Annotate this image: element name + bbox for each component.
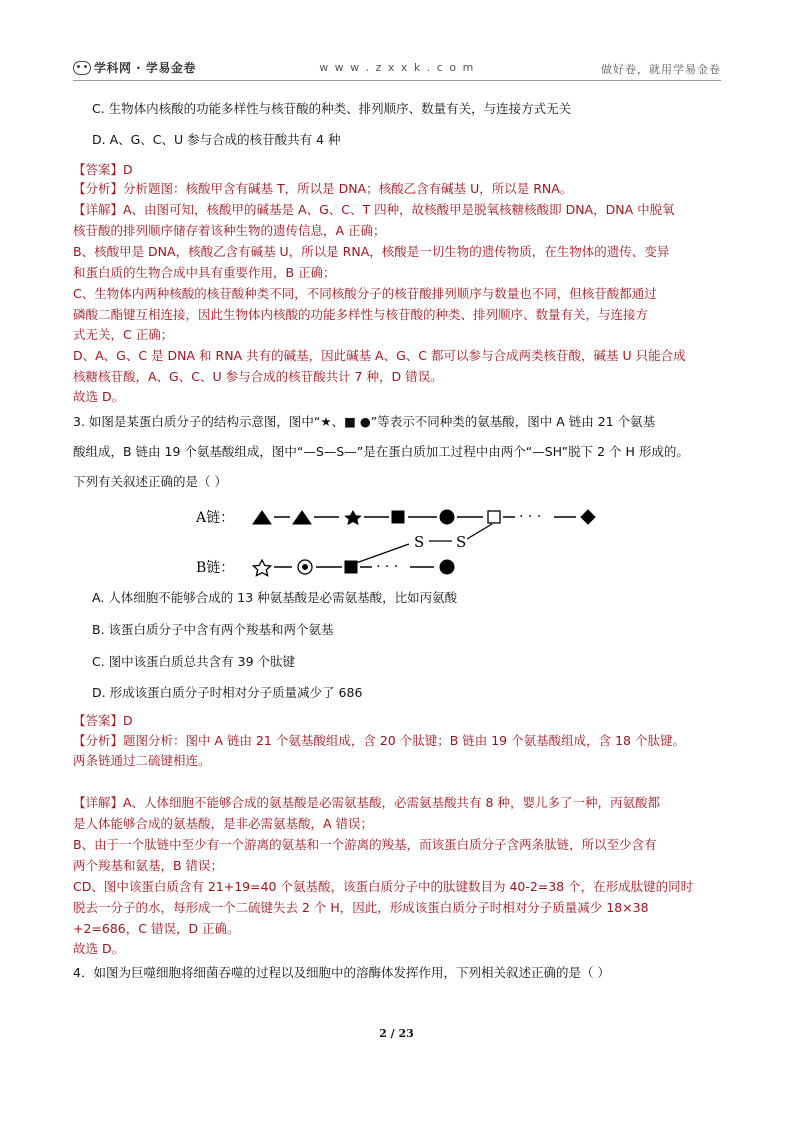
q3-detail-line: CD、图中该蛋白质含有 21+19=40 个氨基酸，该蛋白质分子中的肽键数目为 40-2=38 个，在形成肽键的同时 <box>73 879 694 894</box>
q2-detail-line: 和蛋白质的生物合成中具有重要作用，B 正确； <box>73 265 336 280</box>
ellipsis: · · · <box>376 559 399 575</box>
q2-detail-line: 磷酸二酯键互相连接，因此生物体内核酸的功能多样性与核苷酸的种类、排列顺序、数量有关，与连接方 <box>73 307 649 322</box>
square-residue-icon <box>392 511 404 523</box>
chain-b <box>253 559 454 576</box>
q2-answer: 【答案】D <box>73 162 133 177</box>
bridge-line <box>467 524 492 539</box>
disulfide-bond <box>356 524 492 563</box>
q3-detail-line: 【详解】A、人体细胞不能够合成的氨基酸是必需氨基酸，必需氨基酸共有 8 种，婴儿多了一种，丙氨酸都 <box>73 795 660 810</box>
q2-option-c: C. 生物体内核酸的功能多样性与核苷酸的种类、排列顺序、数量有关，与连接方式无关 <box>92 101 572 116</box>
q3-analysis-line: 两条链通过二硫键相连。 <box>73 753 211 768</box>
square-residue-icon <box>345 561 357 573</box>
open-square-residue-icon <box>488 511 500 523</box>
triangle-residue-icon <box>253 511 271 524</box>
q3-detail-line: 是人体能够合成的氨基酸，是非必需氨基酸，A 错误； <box>73 816 374 831</box>
q4-stem: 4．如图为巨噬细胞将细菌吞噬的过程以及细胞中的溶酶体发挥作用，下列相关叙述正确的是（ ） <box>73 965 610 980</box>
q2-detail-line: B、核酸甲是 DNA，核酸乙含有碱基 U，所以是 RNA，核酸是一切生物的遗传物质，在生物体的遗传、变异 <box>73 244 670 259</box>
ring-center <box>303 565 308 570</box>
q2-detail-line: 式无关，C 正确； <box>73 327 174 342</box>
circle-residue-icon <box>440 560 454 574</box>
q2-detail-line: 核糖核苷酸，A、G、C、U 参与合成的核苷酸共计 7 种，D 错误。 <box>73 369 443 384</box>
q3-detail-line: 脱去一分子的水，每形成一个二硫键失去 2 个 H，因此，形成该蛋白质分子时相对分子质量减少 18×38 <box>73 900 649 915</box>
q3-option-d: D. 形成该蛋白质分子时相对分子质量减少了 686 <box>92 685 363 700</box>
q2-detail-line: 【详解】A、由图可知，核酸甲的碱基是 A、G、C、T 四种，故核酸甲是脱氧核糖核酸即 DNA，DNA 中脱氧 <box>73 202 675 217</box>
q3-option-a: A. 人体细胞不能够合成的 13 种氨基酸是必需氨基酸，比如丙氨酸 <box>92 590 458 605</box>
diamond-residue-icon <box>581 510 595 524</box>
q3-detail-line: 故选 D。 <box>73 941 125 956</box>
chain-a-label: A链： <box>196 510 235 526</box>
logo-text: 学科网 · 学易金卷 <box>94 61 196 75</box>
circle-residue-icon <box>440 510 454 524</box>
q3-stem-line: 酸组成，B 链由 19 个氨基酸组成，图中“—S—S—”是在蛋白质加工过程中由两个“—SH”脱下 2 个 H 形成的。 <box>73 444 689 459</box>
q2-detail-line: 核苷酸的排列顺序储存着该种生物的遗传信息，A 正确； <box>73 223 386 238</box>
q3-stem-line: 3. 如图是某蛋白质分子的结构示意图，图中“★、■ ●”等表示不同种类的氨基酸，图中 A 链由 21 个氨基 <box>73 414 656 429</box>
protein-diagram-svg <box>196 503 606 583</box>
q3-option-b: B. 该蛋白质分子中含有两个羧基和两个氨基 <box>92 622 334 637</box>
q3-answer: 【答案】D <box>73 713 133 728</box>
open-star-residue-icon <box>253 560 270 576</box>
chain-b-label: B链： <box>196 560 235 576</box>
q3-option-c: C. 图中该蛋白质总共含有 39 个肽键 <box>92 654 296 669</box>
site-url: w w w . z x x k . c o m <box>319 61 475 74</box>
header-slogan: 做好卷，就用学易金卷 <box>601 63 721 76</box>
header-divider <box>73 80 721 81</box>
chain-a <box>253 509 595 525</box>
sulfur-label: S <box>456 533 467 551</box>
q2-option-d: D. A、G、C、U 参与合成的核苷酸共有 4 种 <box>92 132 341 147</box>
triangle-residue-icon <box>293 511 311 524</box>
q3-detail-line: +2=686，C 错误，D 正确。 <box>73 921 240 936</box>
ellipsis: · · · <box>519 509 542 525</box>
q2-detail-line: 故选 D。 <box>73 389 125 404</box>
q2-detail-line: C、生物体内两种核酸的核苷酸种类不同，不同核酸分子的核苷酸排列顺序与数量也不同，但核苷酸都通过 <box>73 286 657 301</box>
sulfur-label: S <box>414 533 425 551</box>
page-number: 2 / 23 <box>379 1027 414 1040</box>
protein-structure-diagram <box>196 503 606 583</box>
q3-detail-line: B、由于一个肽链中至少有一个游离的氨基和一个游离的羧基，而该蛋白质分子含两条肽链，所以至少含有 <box>73 837 657 852</box>
q2-detail-line: D、A、G、C 是 DNA 和 RNA 共有的碱基，因此碱基 A、G、C 都可以参与合成两类核苷酸，碱基 U 只能合成 <box>73 348 686 363</box>
q3-stem-line: 下列有关叙述正确的是（ ） <box>73 474 227 489</box>
q3-analysis-line: 【分析】题图分析：图中 A 链由 21 个氨基酸组成，含 20 个肽键；B 链由 19 个氨基酸组成，含 18 个肽键。 <box>73 733 685 748</box>
page-header <box>73 58 721 80</box>
star-residue-icon <box>345 511 360 524</box>
q3-detail-line: 两个羧基和氨基，B 错误； <box>73 858 224 873</box>
q2-analysis: 【分析】分析题图：核酸甲含有碱基 T，所以是 DNA；核酸乙含有碱基 U，所以是 RNA。 <box>73 181 573 196</box>
